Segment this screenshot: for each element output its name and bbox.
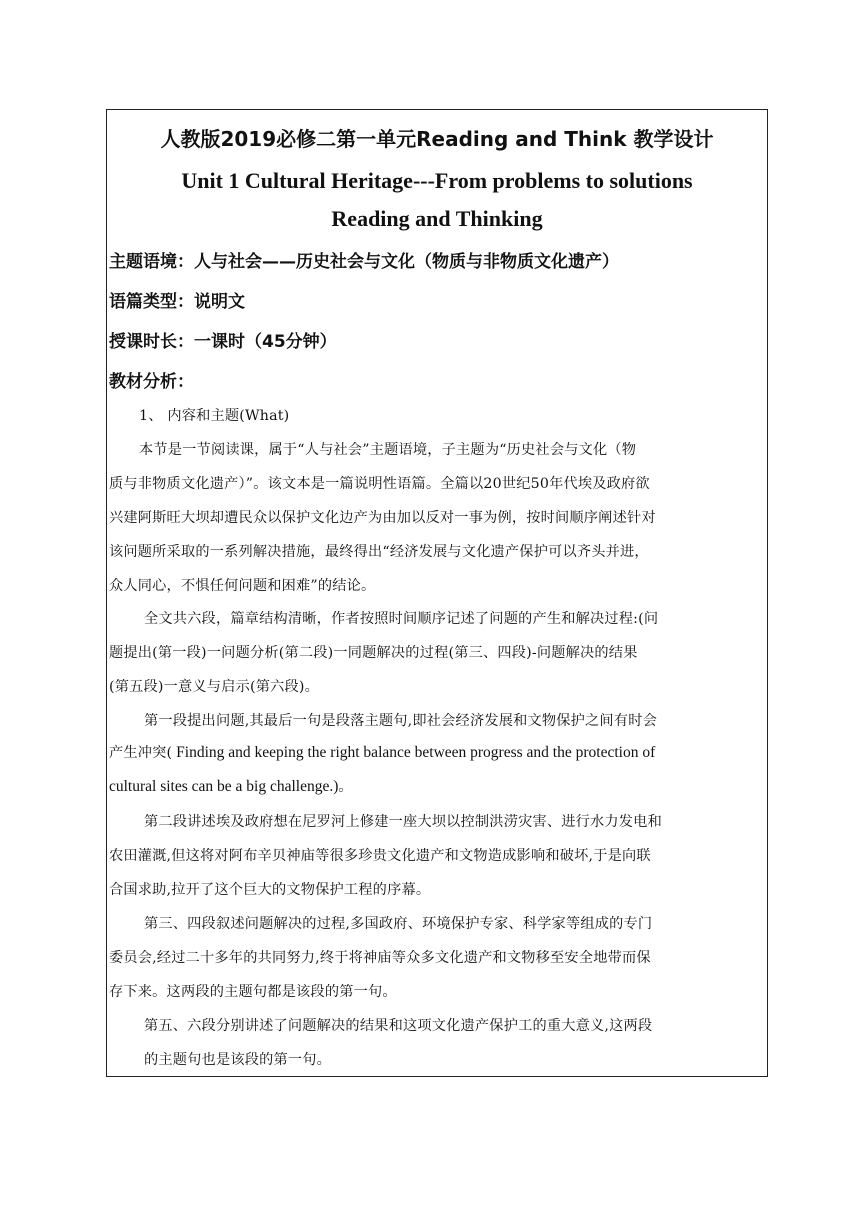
para3-en-fragment: cultural sites can be a big challenge.) — [109, 778, 339, 795]
document-title: 人教版2019必修二第一单元Reading and Think 教学设计 — [160, 127, 714, 151]
para3-line-mixed — [109, 742, 655, 762]
material-analysis-heading: 教材分析： — [109, 372, 194, 392]
para5-line: 第三、四段叙述问题解决的过程,多国政府、环境保护专家、科学家等组成的专门 — [144, 916, 653, 932]
para1-line: 本节是一节阅读课，属于“人与社会”主题语境，子主题为“历史社会与文化（物 — [139, 442, 637, 458]
para6-line: 第五、六段分别讲述了问题解决的结果和这项文化遗产保护工的重大意义,这两段 — [144, 1018, 653, 1034]
section-heading-what: 1、 内容和主题(What) — [139, 408, 290, 424]
lesson-title: Reading and Thinking — [331, 206, 543, 231]
para3-line: 第一段提出问题,其最后一句是段落主题句,即社会经济发展和文物保护之间有时会 — [144, 713, 657, 729]
para4-line: 农田灌溉,但这将对阿布辛贝神庙等很多珍贵文化遗产和文物造成影响和破坏,于是向联 — [109, 848, 651, 864]
para5-line: 委员会,经过二十多年的共同努力,终于将神庙等众多文化遗产和文物移至安全地带而保 — [109, 950, 651, 966]
lesson-duration: 授课时长：一课时（45分钟） — [109, 332, 337, 352]
para2-line: 题提出(第一段)一问题分析(第二段)一同题解决的过程(第三、四段)-问题解决的结果 — [109, 645, 638, 661]
para3-cn-fragment: 。 — [338, 779, 353, 795]
para1-line: 质与非物质文化遗产）”。该文本是一篇说明性语篇。全篇以20世纪50年代埃及政府欲 — [109, 476, 650, 492]
para3-line-mixed — [109, 776, 353, 796]
unit-title: Unit 1 Cultural Heritage---From problems to solutions — [181, 168, 693, 193]
para2-line: (第五段)一意义与启示(第六段)。 — [109, 679, 319, 695]
para1-line: 兴建阿斯旺大坝却遭民众以保护文化边产为由加以反对一事为例，按时间顺序阐述针对 — [109, 510, 656, 526]
para1-line: 众人同心，不惧任何问题和困难”的结论。 — [109, 578, 376, 594]
para1-line: 该问题所采取的一系列解决措施，最终得出“经济发展与文化遗产保护可以齐头并进， — [109, 544, 649, 560]
para2-line: 全文共六段，篇章结构清晰，作者按照时间顺序记述了问题的产生和解决过程:(问 — [144, 611, 659, 627]
para3-cn-fragment: 产生冲突( — [109, 745, 173, 761]
para4-line: 第二段讲述埃及政府想在尼罗河上修建一座大坝以控制洪涝灾害、进行水力发电和 — [144, 814, 662, 830]
para3-en-fragment: Finding and keeping the right balance between progress and the protection of — [172, 744, 656, 761]
para4-line: 合国求助,拉开了这个巨大的文物保护工程的序幕。 — [109, 882, 431, 898]
para5-line: 存下来。这两段的主题句都是该段的第一句。 — [109, 984, 397, 1000]
text-genre: 语篇类型：说明文 — [109, 292, 245, 312]
para6-line: 的主题句也是该段的第一句。 — [144, 1052, 332, 1068]
theme-context: 主题语境：人与社会——历史社会与文化（物质与非物质文化遗产） — [109, 252, 619, 272]
